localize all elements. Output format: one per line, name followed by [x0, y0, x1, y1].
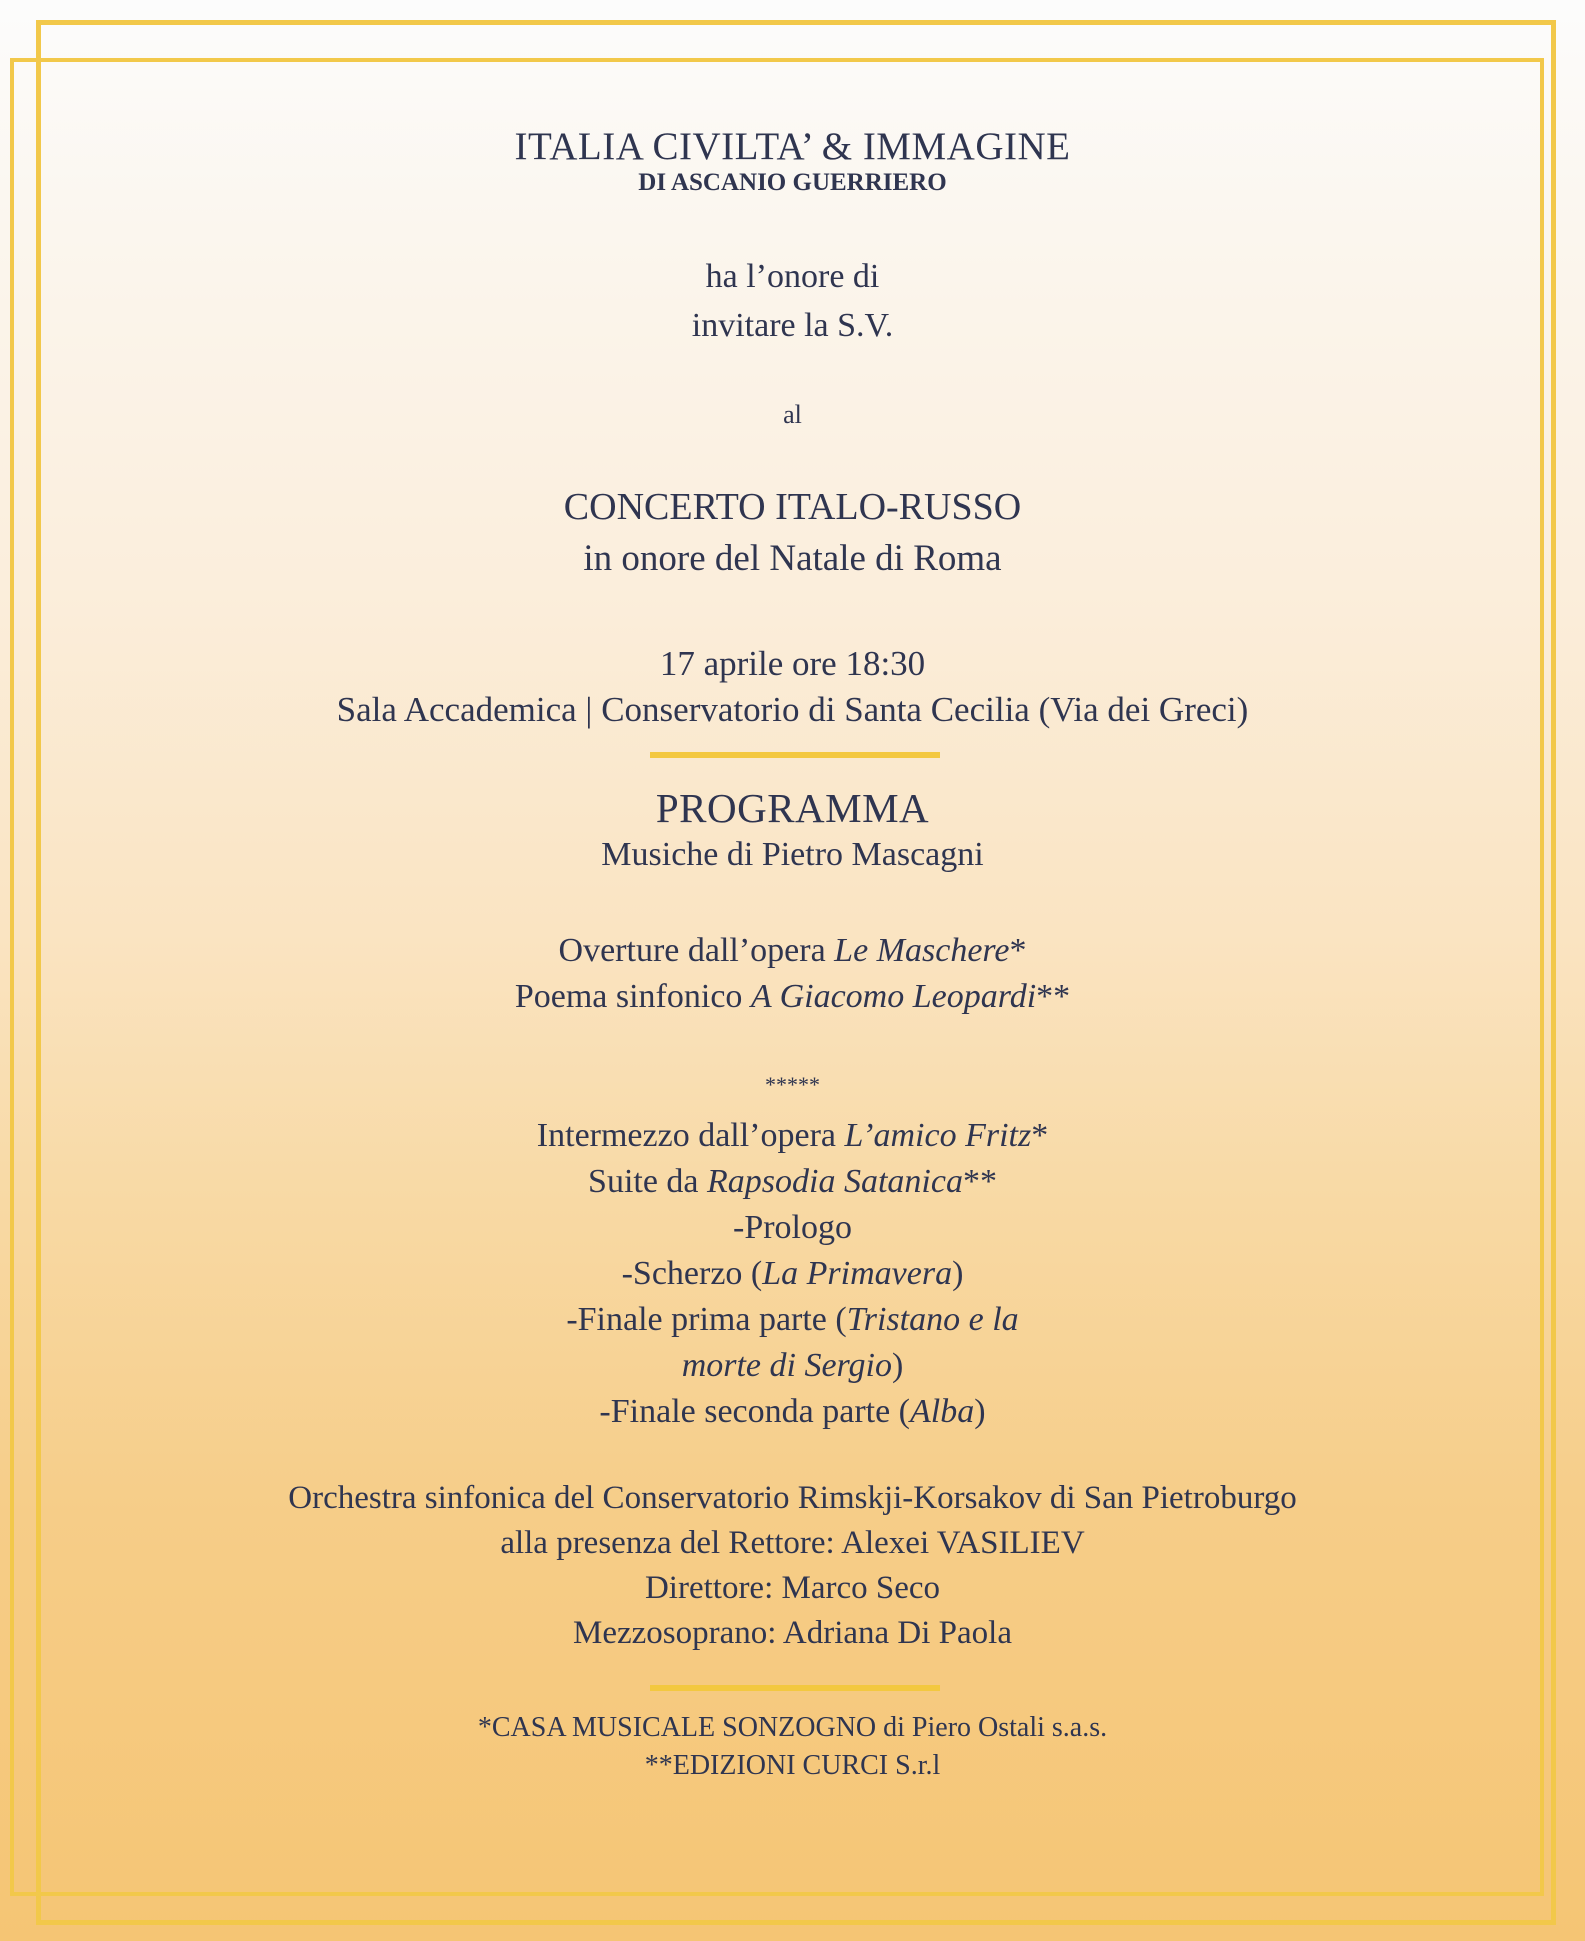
- divider-bottom: [650, 1685, 940, 1691]
- program-item: Intermezzo dall’opera L’amico Fritz*: [536, 1117, 1049, 1154]
- program-heading: PROGRAMMA: [655, 785, 930, 831]
- event-title: CONCERTO ITALO-RUSSO: [563, 486, 1022, 528]
- invite-line-1: ha l’onore di: [705, 258, 880, 295]
- program-item: Suite da Rapsodia Satanica**: [588, 1163, 997, 1200]
- organization-name: ITALIA CIVILTA’ & IMMAGINE: [514, 125, 1071, 168]
- organization-subtitle: DI ASCANIO GUERRIERO: [638, 169, 947, 196]
- invite-connector: al: [783, 400, 802, 429]
- invite-line-2: invitare la S.V.: [691, 307, 894, 344]
- credits-rector: alla presenza del Rettore: Alexei VASILIEV: [500, 1525, 1085, 1561]
- program-item: -Prologo: [733, 1209, 852, 1246]
- divider-top: [650, 752, 940, 758]
- footnote-2: **EDIZIONI CURCI S.r.l: [644, 1750, 941, 1781]
- program-item: -Finale prima parte (Tristano e la: [566, 1301, 1019, 1338]
- program-item: Poema sinfonico A Giacomo Leopardi**: [514, 978, 1071, 1015]
- event-venue: Sala Accademica | Conservatorio di Santa Cecilia (Via dei Greci): [336, 690, 1249, 729]
- program-separator: *****: [765, 1072, 820, 1097]
- event-datetime: 17 aprile ore 18:30: [659, 644, 926, 683]
- credits-orchestra: Orchestra sinfonica del Conservatorio Rimskji-Korsakov di San Pietroburgo: [288, 1480, 1297, 1516]
- program-item: -Scherzo (La Primavera): [621, 1255, 964, 1292]
- program-item: Overture dall’opera Le Maschere*: [558, 932, 1027, 969]
- program-item: morte di Sergio): [681, 1347, 904, 1384]
- event-subtitle: in onore del Natale di Roma: [583, 538, 1002, 579]
- program-item: -Finale seconda parte (Alba): [599, 1393, 986, 1430]
- credits-mezzosoprano: Mezzosoprano: Adriana Di Paola: [573, 1615, 1012, 1651]
- credits-conductor: Direttore: Marco Seco: [644, 1570, 941, 1606]
- program-composer: Musiche di Pietro Mascagni: [601, 836, 984, 873]
- footnote-1: *CASA MUSICALE SONZOGNO di Piero Ostali s.a.s.: [477, 1712, 1108, 1743]
